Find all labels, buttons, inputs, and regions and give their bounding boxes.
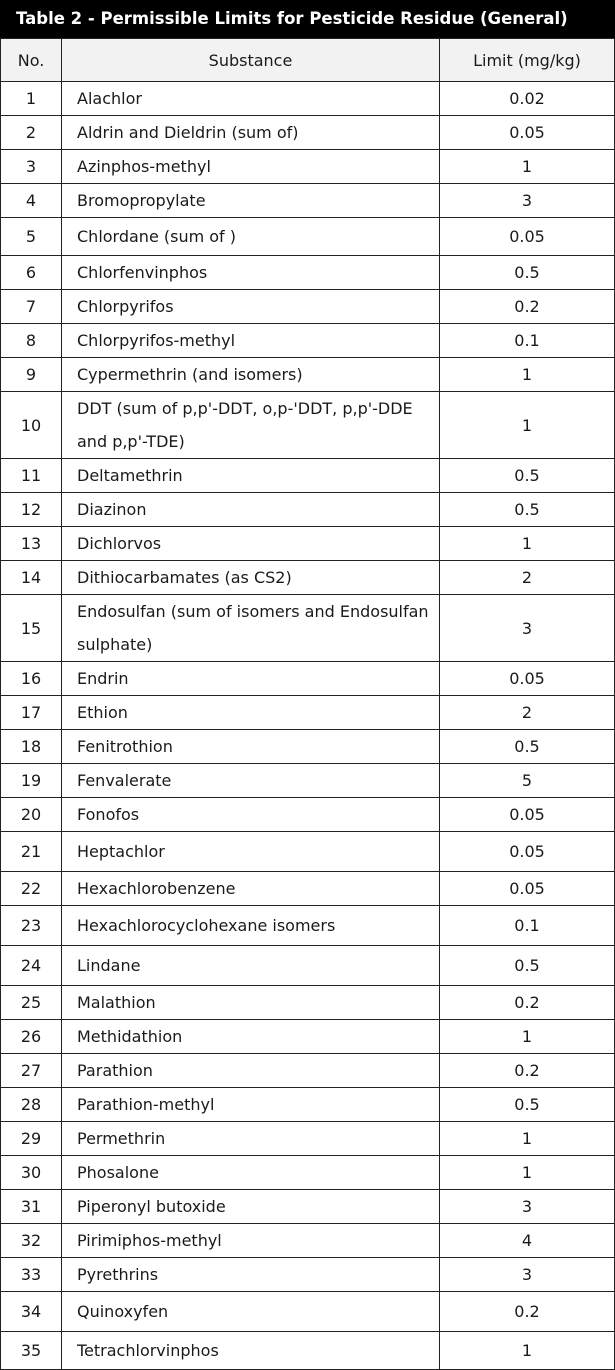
column-header-limit: Limit (mg/kg) [440, 39, 615, 82]
row-substance: Bromopropylate [62, 184, 440, 218]
row-limit: 0.5 [440, 493, 615, 527]
row-substance: Permethrin [62, 1122, 440, 1156]
row-substance: DDT (sum of p,p'-DDT, o,p-'DDT, p,p'-DDE and p,p'-TDE) [62, 392, 440, 459]
row-number: 30 [1, 1156, 62, 1190]
row-limit: 0.2 [440, 1054, 615, 1088]
row-number: 11 [1, 459, 62, 493]
row-number: 1 [1, 82, 62, 116]
column-header-no: No. [1, 39, 62, 82]
table-row [1, 906, 615, 946]
column-header-substance: Substance [62, 39, 440, 82]
row-limit: 1 [440, 358, 615, 392]
table-row [1, 1190, 615, 1224]
row-limit: 0.5 [440, 730, 615, 764]
row-substance: Aldrin and Dieldrin (sum of) [62, 116, 440, 150]
table-row [1, 1020, 615, 1054]
row-substance: Fenvalerate [62, 764, 440, 798]
table-row [1, 1054, 615, 1088]
row-number: 12 [1, 493, 62, 527]
table-row [1, 832, 615, 872]
row-substance: Parathion [62, 1054, 440, 1088]
row-number: 23 [1, 906, 62, 946]
table-row [1, 1258, 615, 1292]
row-number: 31 [1, 1190, 62, 1224]
table-row [1, 256, 615, 290]
table-row [1, 527, 615, 561]
table-row [1, 459, 615, 493]
table-row [1, 1332, 615, 1370]
table-row [1, 764, 615, 798]
row-number: 35 [1, 1332, 62, 1370]
table-row [1, 798, 615, 832]
table-row [1, 730, 615, 764]
row-substance: Diazinon [62, 493, 440, 527]
row-limit: 0.05 [440, 662, 615, 696]
row-number: 18 [1, 730, 62, 764]
row-limit: 0.1 [440, 324, 615, 358]
table-row [1, 290, 615, 324]
table-row [1, 946, 615, 986]
row-substance: Deltamethrin [62, 459, 440, 493]
row-substance: Ethion [62, 696, 440, 730]
row-number: 24 [1, 946, 62, 986]
row-substance: Endrin [62, 662, 440, 696]
table-row [1, 493, 615, 527]
table-row [1, 1156, 615, 1190]
row-number: 16 [1, 662, 62, 696]
table-row [1, 324, 615, 358]
row-limit: 3 [440, 1258, 615, 1292]
table-row [1, 662, 615, 696]
row-limit: 0.02 [440, 82, 615, 116]
row-substance: Hexachlorocyclohexane isomers [62, 906, 440, 946]
row-number: 10 [1, 392, 62, 459]
row-limit: 0.05 [440, 832, 615, 872]
row-number: 17 [1, 696, 62, 730]
table-row [1, 184, 615, 218]
table-row [1, 392, 615, 459]
row-substance: Fenitrothion [62, 730, 440, 764]
row-limit: 0.5 [440, 946, 615, 986]
row-substance: Pyrethrins [62, 1258, 440, 1292]
row-limit: 2 [440, 696, 615, 730]
row-substance: Piperonyl butoxide [62, 1190, 440, 1224]
table-row [1, 82, 615, 116]
row-limit: 3 [440, 1190, 615, 1224]
row-substance: Malathion [62, 986, 440, 1020]
row-number: 34 [1, 1292, 62, 1332]
row-substance: Alachlor [62, 82, 440, 116]
row-number: 13 [1, 527, 62, 561]
row-number: 27 [1, 1054, 62, 1088]
row-limit: 0.5 [440, 459, 615, 493]
row-substance: Parathion-methyl [62, 1088, 440, 1122]
table-row [1, 150, 615, 184]
row-number: 4 [1, 184, 62, 218]
row-limit: 1 [440, 1122, 615, 1156]
row-limit: 0.05 [440, 218, 615, 256]
row-limit: 0.05 [440, 872, 615, 906]
table-row [1, 696, 615, 730]
row-number: 32 [1, 1224, 62, 1258]
row-number: 26 [1, 1020, 62, 1054]
row-substance: Lindane [62, 946, 440, 986]
row-number: 14 [1, 561, 62, 595]
row-substance: Endosulfan (sum of isomers and Endosulfan sulphate) [62, 595, 440, 662]
row-number: 21 [1, 832, 62, 872]
row-substance: Dithiocarbamates (as CS2) [62, 561, 440, 595]
row-limit: 1 [440, 527, 615, 561]
row-substance: Fonofos [62, 798, 440, 832]
row-number: 22 [1, 872, 62, 906]
row-number: 8 [1, 324, 62, 358]
table-row [1, 218, 615, 256]
row-substance: Chlorpyrifos [62, 290, 440, 324]
table-row [1, 561, 615, 595]
row-limit: 5 [440, 764, 615, 798]
row-number: 19 [1, 764, 62, 798]
row-number: 20 [1, 798, 62, 832]
table-row [1, 1088, 615, 1122]
row-number: 7 [1, 290, 62, 324]
row-limit: 0.2 [440, 986, 615, 1020]
row-limit: 0.05 [440, 798, 615, 832]
row-substance: Quinoxyfen [62, 1292, 440, 1332]
row-limit: 1 [440, 392, 615, 459]
row-limit: 2 [440, 561, 615, 595]
row-substance: Chlordane (sum of ) [62, 218, 440, 256]
row-limit: 0.5 [440, 256, 615, 290]
row-number: 33 [1, 1258, 62, 1292]
row-number: 28 [1, 1088, 62, 1122]
row-number: 15 [1, 595, 62, 662]
row-limit: 0.2 [440, 1292, 615, 1332]
row-number: 6 [1, 256, 62, 290]
row-number: 29 [1, 1122, 62, 1156]
row-number: 3 [1, 150, 62, 184]
table-row [1, 1292, 615, 1332]
row-substance: Tetrachlorvinphos [62, 1332, 440, 1370]
row-substance: Hexachlorobenzene [62, 872, 440, 906]
row-limit: 0.1 [440, 906, 615, 946]
row-number: 9 [1, 358, 62, 392]
row-limit: 3 [440, 595, 615, 662]
header-row [1, 39, 615, 82]
table-row [1, 1224, 615, 1258]
table-row [1, 872, 615, 906]
table-row [1, 116, 615, 150]
row-limit: 4 [440, 1224, 615, 1258]
row-substance: Heptachlor [62, 832, 440, 872]
row-substance: Dichlorvos [62, 527, 440, 561]
table-title: Table 2 - Permissible Limits for Pesticide Residue (General) [0, 0, 615, 38]
row-limit: 1 [440, 1156, 615, 1190]
row-substance: Chlorfenvinphos [62, 256, 440, 290]
row-substance: Pirimiphos-methyl [62, 1224, 440, 1258]
row-substance: Phosalone [62, 1156, 440, 1190]
pesticide-limits-table [0, 38, 615, 1370]
row-substance: Azinphos-methyl [62, 150, 440, 184]
row-number: 2 [1, 116, 62, 150]
table-row [1, 358, 615, 392]
row-limit: 1 [440, 150, 615, 184]
row-limit: 0.2 [440, 290, 615, 324]
row-limit: 1 [440, 1020, 615, 1054]
table-row [1, 986, 615, 1020]
row-limit: 0.5 [440, 1088, 615, 1122]
row-substance: Chlorpyrifos-methyl [62, 324, 440, 358]
row-number: 5 [1, 218, 62, 256]
table-row [1, 1122, 615, 1156]
row-limit: 1 [440, 1332, 615, 1370]
row-number: 25 [1, 986, 62, 1020]
row-limit: 3 [440, 184, 615, 218]
row-substance: Methidathion [62, 1020, 440, 1054]
table-row [1, 595, 615, 662]
row-limit: 0.05 [440, 116, 615, 150]
row-substance: Cypermethrin (and isomers) [62, 358, 440, 392]
